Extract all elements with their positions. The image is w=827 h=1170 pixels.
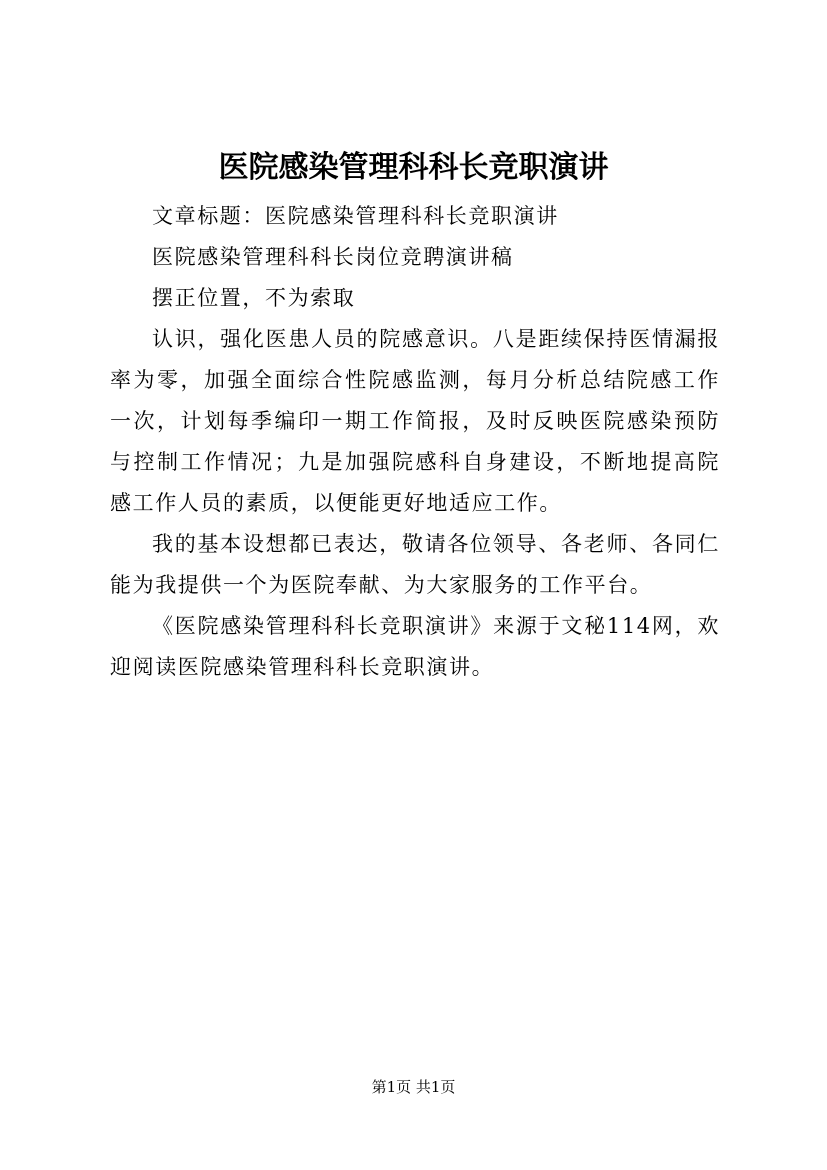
document-body — [110, 196, 720, 688]
page-number-footer: 第1页 共1页 — [371, 1078, 456, 1096]
document-title: 医院感染管理科科长竞职演讲 — [218, 150, 609, 185]
paragraph-body-2: 我的基本设想都已表达，敬请各位领导、各老师、各同仁能为我提供一个为医院奉献、为大家服务的工作平台。 — [110, 532, 720, 597]
paragraph-body-1: 认识，强化医患人员的院感意识。八是距续保持医情漏报率为零，加强全面综合性院感监测，每月分析总结院感工作一次，计划每季编印一期工作简报，及时反映医院感染预防与控制工作情况；九是加强院感科自身建设，不断地提高院感工作人员的素质，以便能更好地适应工作。 — [110, 327, 720, 515]
paragraph-source-note: 《医院感染管理科科长竞职演讲》来源于文秘114网，欢迎阅读医院感染管理科科长竞职演讲。 — [110, 614, 720, 679]
paragraph-subtitle: 医院感染管理科科长岗位竞聘演讲稿 — [152, 245, 514, 269]
paragraph-heading: 摆正位置，不为索取 — [152, 286, 356, 310]
paragraph-article-title: 文章标题：医院感染管理科科长竞职演讲 — [152, 204, 559, 228]
